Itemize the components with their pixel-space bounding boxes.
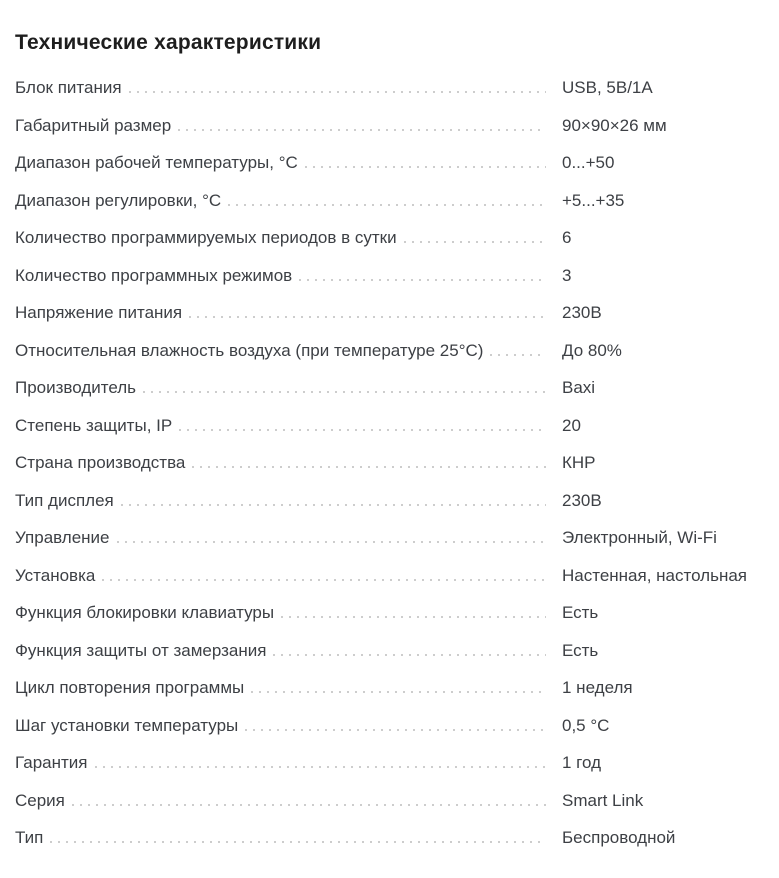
spec-label: Напряжение питания (15, 303, 183, 322)
spec-row (15, 594, 779, 632)
spec-row (15, 69, 779, 107)
spec-row (15, 332, 779, 370)
dotted-leader (273, 654, 546, 656)
spec-row (15, 294, 779, 332)
spec-value: USB, 5В/1А (562, 78, 653, 97)
spec-value: +5...+35 (562, 190, 625, 210)
page-title: Технические характеристики (15, 31, 322, 54)
spec-label: Установка (15, 565, 96, 585)
dotted-leader (179, 429, 546, 431)
spec-label: Блок питания (15, 78, 122, 97)
spec-value: Есть (562, 603, 599, 622)
spec-label: Цикл повторения программы (15, 678, 245, 697)
spec-label: Страна производства (15, 453, 186, 472)
spec-row (15, 369, 779, 407)
dotted-leader (50, 841, 546, 843)
dotted-leader (121, 504, 546, 506)
spec-label: Количество программных режимов (15, 265, 293, 285)
spec-value: До 80% (562, 340, 622, 360)
dotted-leader (189, 316, 546, 318)
spec-value: 1 год (562, 753, 602, 772)
spec-value: 3 (562, 265, 572, 285)
dotted-leader (490, 354, 546, 356)
spec-value: Есть (562, 640, 599, 660)
spec-label: Функция защиты от замерзания (15, 640, 267, 660)
dotted-leader (117, 541, 546, 543)
spec-label: Функция блокировки клавиатуры (15, 603, 275, 622)
spec-row (15, 407, 779, 445)
spec-value: 1 неделя (562, 678, 633, 697)
spec-row (15, 444, 779, 482)
spec-value: Электронный, Wi-Fi (562, 528, 717, 547)
dotted-leader (192, 466, 546, 468)
spec-row (15, 632, 779, 670)
spec-label: Диапазон регулировки, °С (15, 190, 222, 210)
dotted-leader (95, 766, 547, 768)
spec-value: 0...+50 (562, 153, 615, 172)
spec-value: Smart Link (562, 790, 644, 810)
spec-row (15, 707, 779, 745)
spec-row (15, 107, 779, 145)
dotted-leader (299, 279, 546, 281)
spec-value: 6 (562, 228, 572, 247)
spec-row (15, 482, 779, 520)
dotted-leader (72, 804, 546, 806)
spec-label: Относительная влажность воздуха (при температуре 25°С) (15, 340, 484, 360)
spec-value: 20 (562, 415, 581, 435)
spec-label: Управление (15, 528, 110, 547)
spec-row (15, 669, 779, 707)
spec-label: Производитель (15, 378, 137, 397)
spec-row (15, 257, 779, 295)
dotted-leader (178, 129, 546, 131)
dotted-leader (245, 729, 546, 731)
spec-row (15, 557, 779, 595)
dotted-leader (281, 616, 546, 618)
dotted-leader (251, 691, 546, 693)
spec-label: Тип (15, 828, 44, 847)
spec-label: Степень защиты, IP (15, 415, 173, 435)
spec-value: Baxi (562, 378, 596, 397)
spec-row (15, 519, 779, 557)
dotted-leader (143, 391, 546, 393)
dotted-leader (228, 204, 546, 206)
spec-value: Беспроводной (562, 828, 676, 847)
spec-label: Тип дисплея (15, 490, 114, 510)
spec-label: Диапазон рабочей температуры, °С (15, 153, 298, 172)
spec-row (15, 219, 779, 257)
spec-label: Количество программируемых периодов в сутки (15, 228, 397, 247)
spec-label: Шаг установки температуры (15, 715, 239, 735)
spec-row (15, 182, 779, 220)
spec-value: 230В (562, 303, 602, 322)
spec-value: 90×90×26 мм (562, 115, 667, 135)
spec-value: КНР (562, 453, 596, 472)
spec-row (15, 144, 779, 182)
dotted-leader (305, 166, 546, 168)
spec-list (15, 69, 779, 857)
spec-label: Серия (15, 790, 65, 810)
spec-row (15, 819, 779, 857)
spec-value: Настенная, настольная (562, 565, 748, 585)
dotted-leader (129, 91, 546, 93)
spec-row (15, 744, 779, 782)
spec-label: Гарантия (15, 753, 88, 772)
spec-row (15, 782, 779, 820)
spec-value: 230В (562, 490, 602, 510)
spec-value: 0,5 °С (562, 715, 610, 735)
dotted-leader (102, 579, 546, 581)
spec-label: Габаритный размер (15, 115, 172, 135)
dotted-leader (404, 241, 546, 243)
